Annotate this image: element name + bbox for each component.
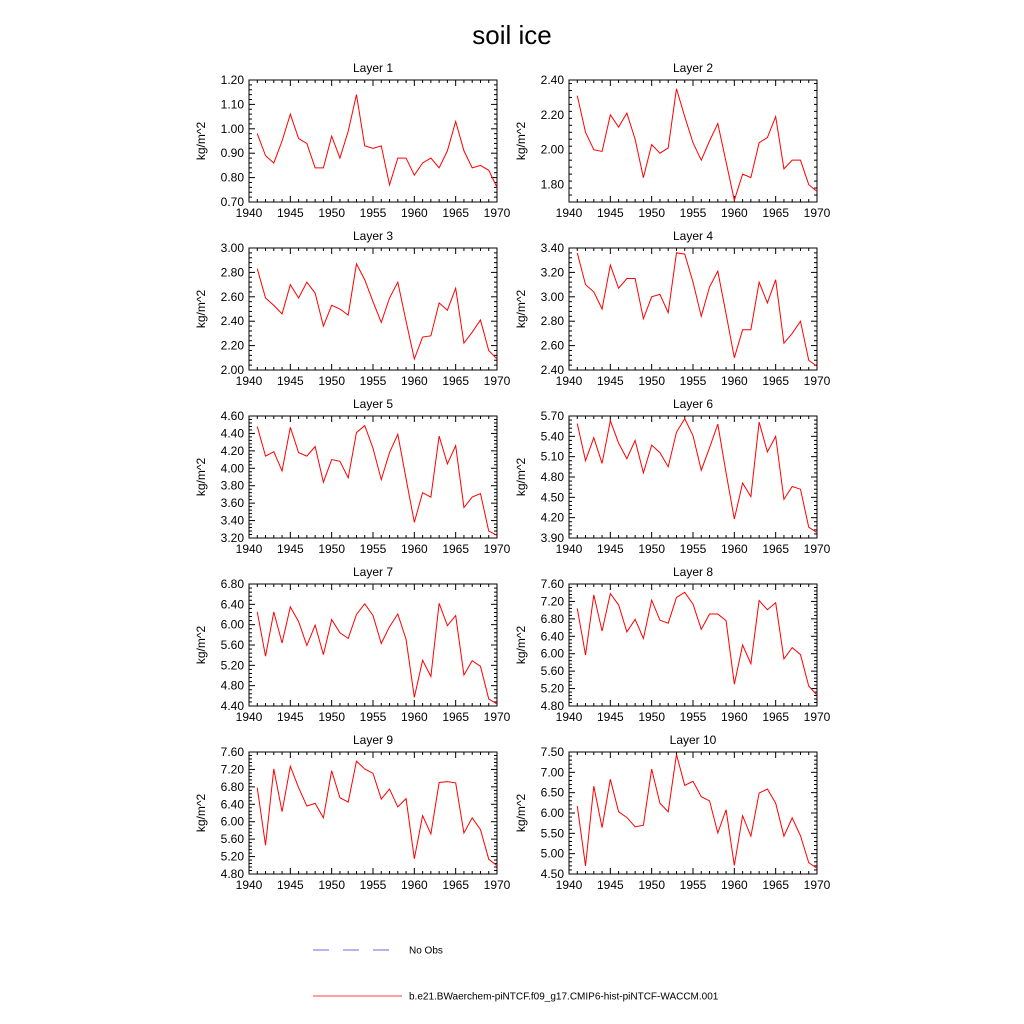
y-tick-label: 1.80 — [540, 177, 564, 192]
x-tick-label: 1945 — [596, 374, 624, 388]
x-tick-label: 1940 — [555, 878, 583, 892]
layer-panel — [194, 229, 511, 388]
series-line — [577, 592, 817, 695]
x-tick-label: 1940 — [555, 374, 583, 388]
y-axis-label: kg/m^2 — [514, 457, 528, 497]
x-tick-label: 1970 — [803, 206, 831, 220]
y-tick-label: 4.00 — [220, 461, 244, 476]
x-tick-label: 1950 — [318, 374, 346, 388]
y-tick-label: 4.50 — [540, 867, 564, 881]
x-tick-label: 1950 — [638, 710, 666, 724]
y-tick-label: 5.20 — [220, 658, 244, 673]
y-tick-label: 0.70 — [220, 195, 244, 209]
panel-title: Layer 8 — [672, 565, 714, 579]
series-line — [577, 419, 817, 533]
series-line — [577, 89, 817, 201]
y-axis-label: kg/m^2 — [514, 121, 528, 161]
layer-panel — [194, 565, 511, 724]
x-tick-label: 1965 — [762, 374, 790, 388]
y-tick-label: 2.60 — [540, 338, 564, 353]
model-legend-label: b.e21.BWaerchem-piNTCF.f09_g17.CMIP6-hist-piNTCF-WACCM.001 — [409, 991, 719, 1003]
y-tick-label: 2.80 — [540, 314, 564, 329]
x-tick-label: 1945 — [596, 878, 624, 892]
x-tick-label: 1940 — [235, 206, 263, 220]
x-tick-label: 1960 — [400, 374, 428, 388]
series-line — [577, 754, 817, 868]
x-tick-label: 1955 — [679, 878, 707, 892]
x-tick-label: 1970 — [803, 374, 831, 388]
y-tick-label: 3.60 — [220, 496, 244, 511]
x-tick-label: 1965 — [762, 710, 790, 724]
x-tick-label: 1970 — [483, 542, 511, 556]
y-tick-label: 5.00 — [540, 846, 564, 861]
x-tick-label: 1940 — [555, 542, 583, 556]
y-axis-label: kg/m^2 — [194, 457, 208, 497]
x-tick-label: 1970 — [803, 542, 831, 556]
y-tick-label: 5.40 — [540, 429, 564, 444]
series-line — [577, 253, 817, 366]
panel-title: Layer 4 — [672, 229, 714, 243]
y-tick-label: 2.80 — [220, 265, 244, 280]
x-tick-label: 1945 — [276, 878, 304, 892]
plot-frame — [249, 80, 497, 202]
y-tick-label: 4.60 — [220, 409, 244, 423]
panel-title: Layer 5 — [352, 397, 394, 411]
y-tick-label: 3.20 — [220, 531, 244, 545]
y-axis-label: kg/m^2 — [514, 289, 528, 329]
y-tick-label: 2.40 — [220, 314, 244, 329]
y-tick-label: 2.00 — [220, 363, 244, 377]
layer-panel — [514, 229, 831, 388]
y-axis-label: kg/m^2 — [194, 793, 208, 833]
y-axis-label: kg/m^2 — [194, 289, 208, 329]
y-tick-label: 7.20 — [540, 594, 564, 609]
panel-title: Layer 3 — [352, 229, 394, 243]
x-tick-label: 1940 — [555, 710, 583, 724]
y-tick-label: 2.60 — [220, 289, 244, 304]
x-tick-label: 1970 — [803, 878, 831, 892]
y-tick-label: 5.50 — [540, 826, 564, 841]
x-tick-label: 1945 — [596, 710, 624, 724]
x-tick-label: 1950 — [318, 542, 346, 556]
y-tick-label: 5.10 — [540, 449, 564, 464]
series-line — [257, 603, 497, 704]
y-tick-label: 6.00 — [220, 617, 244, 632]
chart-panels — [194, 61, 831, 892]
y-tick-label: 5.60 — [540, 664, 564, 679]
series-line — [257, 95, 497, 188]
y-tick-label: 3.00 — [540, 289, 564, 304]
y-tick-label: 4.40 — [220, 699, 244, 713]
panel-title: Layer 6 — [672, 397, 714, 411]
legend — [313, 946, 719, 1003]
y-tick-label: 6.80 — [220, 577, 244, 591]
layer-panel — [194, 397, 511, 556]
y-tick-label: 5.20 — [220, 849, 244, 864]
y-tick-label: 2.20 — [220, 338, 244, 353]
y-tick-label: 2.00 — [540, 142, 564, 157]
x-tick-label: 1945 — [276, 374, 304, 388]
x-tick-label: 1955 — [679, 710, 707, 724]
x-tick-label: 1960 — [400, 878, 428, 892]
y-axis-label: kg/m^2 — [194, 121, 208, 161]
panel-title: Layer 9 — [352, 733, 394, 747]
panel-title: Layer 7 — [352, 565, 394, 579]
plot-frame — [569, 752, 817, 874]
x-tick-label: 1940 — [555, 206, 583, 220]
y-tick-label: 6.00 — [540, 806, 564, 820]
x-tick-label: 1950 — [638, 206, 666, 220]
x-tick-label: 1945 — [596, 206, 624, 220]
y-tick-label: 6.00 — [220, 814, 244, 829]
plot-frame — [569, 416, 817, 538]
plot-frame — [569, 584, 817, 706]
y-tick-label: 4.80 — [220, 867, 244, 881]
layer-panel — [194, 733, 511, 892]
y-axis-label: kg/m^2 — [514, 793, 528, 833]
y-tick-label: 4.80 — [220, 678, 244, 693]
x-tick-label: 1960 — [400, 710, 428, 724]
y-tick-label: 1.10 — [220, 97, 244, 112]
layer-panel — [514, 397, 831, 556]
y-tick-label: 1.20 — [220, 73, 244, 87]
x-tick-label: 1960 — [720, 710, 748, 724]
x-tick-label: 1950 — [638, 542, 666, 556]
series-line — [257, 761, 497, 866]
y-tick-label: 3.40 — [220, 513, 244, 528]
x-tick-label: 1965 — [762, 206, 790, 220]
x-tick-label: 1945 — [276, 710, 304, 724]
y-tick-label: 7.60 — [220, 745, 244, 759]
y-tick-label: 6.40 — [220, 597, 244, 612]
x-tick-label: 1945 — [276, 206, 304, 220]
x-tick-label: 1960 — [400, 542, 428, 556]
y-tick-label: 7.50 — [540, 745, 564, 759]
x-tick-label: 1940 — [235, 542, 263, 556]
x-tick-label: 1955 — [359, 710, 387, 724]
plot-frame — [249, 752, 497, 874]
y-tick-label: 4.40 — [220, 426, 244, 441]
y-tick-label: 4.20 — [540, 510, 564, 525]
y-tick-label: 3.20 — [540, 265, 564, 280]
y-tick-label: 5.60 — [220, 638, 244, 652]
y-tick-label: 7.20 — [220, 762, 244, 777]
x-tick-label: 1950 — [318, 206, 346, 220]
layer-panel — [194, 61, 511, 220]
y-tick-label: 0.80 — [220, 170, 244, 185]
y-tick-label: 3.00 — [220, 241, 244, 255]
x-tick-label: 1970 — [803, 710, 831, 724]
layer-panel — [514, 565, 831, 724]
y-axis-label: kg/m^2 — [194, 625, 208, 665]
y-tick-label: 7.60 — [540, 577, 564, 591]
x-tick-label: 1950 — [638, 878, 666, 892]
plot-frame — [249, 248, 497, 370]
x-tick-label: 1965 — [442, 206, 470, 220]
x-tick-label: 1950 — [318, 878, 346, 892]
x-tick-label: 1955 — [359, 374, 387, 388]
x-tick-label: 1970 — [483, 206, 511, 220]
y-tick-label: 4.20 — [220, 443, 244, 458]
y-tick-label: 4.50 — [540, 490, 564, 505]
x-tick-label: 1940 — [235, 710, 263, 724]
x-tick-label: 1960 — [720, 542, 748, 556]
x-tick-label: 1960 — [720, 374, 748, 388]
x-tick-label: 1970 — [483, 374, 511, 388]
x-tick-label: 1965 — [762, 878, 790, 892]
y-tick-label: 5.70 — [540, 409, 564, 423]
x-tick-label: 1955 — [679, 542, 707, 556]
y-tick-label: 6.00 — [540, 646, 564, 661]
x-tick-label: 1970 — [483, 710, 511, 724]
x-tick-label: 1945 — [596, 542, 624, 556]
y-tick-label: 4.80 — [540, 470, 564, 484]
figure-title: soil ice — [472, 20, 552, 50]
x-tick-label: 1940 — [235, 878, 263, 892]
y-tick-label: 7.00 — [540, 765, 564, 780]
x-tick-label: 1960 — [400, 206, 428, 220]
layer-panel — [514, 733, 831, 892]
x-tick-label: 1965 — [442, 542, 470, 556]
x-tick-label: 1955 — [679, 206, 707, 220]
y-tick-label: 4.80 — [540, 699, 564, 713]
x-tick-label: 1970 — [483, 878, 511, 892]
y-tick-label: 2.40 — [540, 73, 564, 87]
x-tick-label: 1945 — [276, 542, 304, 556]
x-tick-label: 1950 — [638, 374, 666, 388]
series-line — [257, 426, 497, 536]
x-tick-label: 1960 — [720, 206, 748, 220]
y-tick-label: 1.00 — [220, 121, 244, 136]
x-tick-label: 1940 — [235, 374, 263, 388]
layer-panel — [514, 61, 831, 220]
y-tick-label: 6.40 — [540, 629, 564, 644]
x-tick-label: 1965 — [762, 542, 790, 556]
x-tick-label: 1960 — [720, 878, 748, 892]
x-tick-label: 1965 — [442, 710, 470, 724]
y-tick-label: 2.40 — [540, 363, 564, 377]
x-tick-label: 1955 — [359, 206, 387, 220]
panel-title: Layer 1 — [352, 61, 394, 75]
x-tick-label: 1955 — [679, 374, 707, 388]
y-tick-label: 3.40 — [540, 241, 564, 255]
y-tick-label: 6.80 — [540, 611, 564, 626]
x-tick-label: 1950 — [318, 710, 346, 724]
y-tick-label: 6.80 — [220, 779, 244, 794]
y-tick-label: 5.60 — [220, 832, 244, 847]
y-tick-label: 6.50 — [540, 785, 564, 800]
y-tick-label: 5.20 — [540, 681, 564, 696]
y-axis-label: kg/m^2 — [514, 625, 528, 665]
panel-title: Layer 10 — [669, 733, 717, 747]
no-obs-legend-label: No Obs — [409, 945, 443, 957]
panel-title: Layer 2 — [672, 61, 714, 75]
y-tick-label: 6.40 — [220, 797, 244, 812]
x-tick-label: 1955 — [359, 542, 387, 556]
x-tick-label: 1955 — [359, 878, 387, 892]
series-line — [257, 264, 497, 359]
x-tick-label: 1965 — [442, 878, 470, 892]
y-tick-label: 3.80 — [220, 478, 244, 493]
x-tick-label: 1965 — [442, 374, 470, 388]
y-tick-label: 3.90 — [540, 531, 564, 545]
y-tick-label: 2.20 — [540, 107, 564, 122]
y-tick-label: 0.90 — [220, 146, 244, 161]
